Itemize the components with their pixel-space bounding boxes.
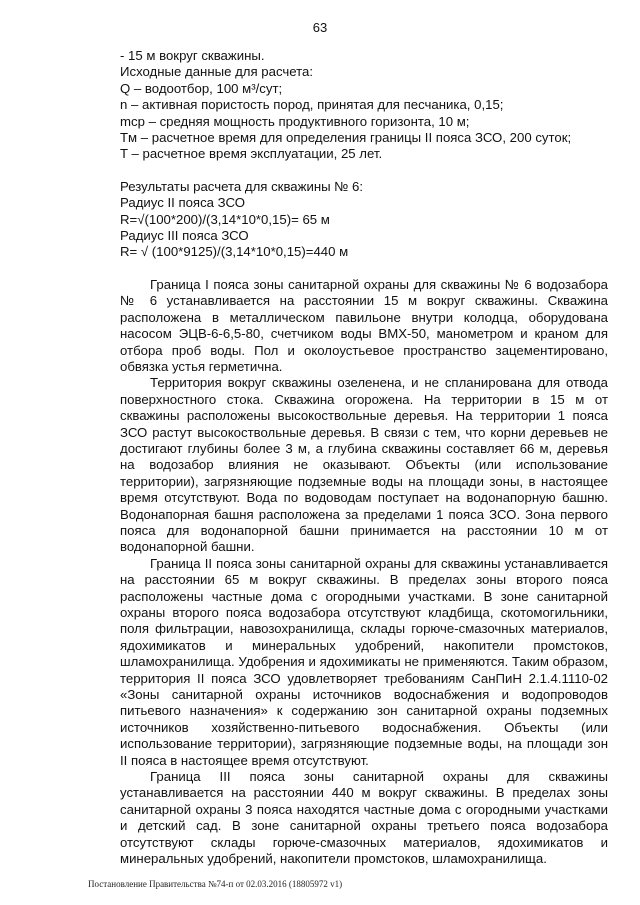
text-line: Радиус III пояса ЗСО <box>120 228 249 244</box>
document-body <box>120 48 608 868</box>
text-line: - 15 м вокруг скважины. <box>120 48 265 63</box>
footer-note: Постановление Правительства №74-п от 02.03.2016 (18805972 v1) <box>88 879 343 889</box>
paragraph: Граница III пояса зоны санитарной охраны для скважины устанавливается на расстоянии 440 м вокруг скважины. В пределах зоны санитарной охраны 3 пояса находятся частные дома с огородными участками и детский сад. В зоне санитарной охраны третьего пояса водозабора отсутствуют склады горюче-смазочных материалов, ядохимикатов и минеральных удобрений, накопители промстоков, шламохранилища. <box>120 769 608 867</box>
text-line: Исходные данные для расчета: <box>120 64 314 80</box>
text-line: Радиус II пояса ЗСО <box>120 195 245 211</box>
paragraph: Граница II пояса зоны санитарной охраны для скважины устанавливается на расстоянии 65 м вокруг скважины. В пределах зоны второго пояса расположены частные дома с огородными участками. В зоне санитарной охраны второго пояса водозабора отсутствуют кладбища, скотомогильники, поля фильтрации, навозохранилища, склады горюче-смазочных материалов, ядохимикатов и минеральных удобрений, накопители промстоков, шламохранилища. Удобрения и ядохимикаты не применяются. Таким образом, территория II пояса ЗСО удовлетворяет требованиям СанПиН 2.1.4.1110-02 «Зоны санитарной охраны источников водоснабжения и водопроводов питьевого назначения» к содержанию зон санитарной охраны подземных источников хозяйственно-питьевого водоснабжения. Объекты (или использование территории), загрязняющие подземные воды, на площади зон II пояса в настоящее время отсутствуют. <box>120 555 608 768</box>
text-line: T – расчетное время эксплуатации, 25 лет. <box>120 146 383 162</box>
paragraph: Территория вокруг скважины озеленена, и не спланирована для отвода поверхностного стока. Скважина огорожена. На территории в 15 м от скважины расположены высокоствольные деревья. На территории 1 пояса ЗСО растут высокоствольные деревья. В связи с тем, что корни деревьев не достигают глубины более 3 м, а глубина скважины составляет 66 м, деревья на водозабор влияния не оказывают. Объекты (или использование территории), загрязняющие подземные воды на площади зоны, в настоящее время отсутствуют. Вода по водоводам поступает на водонапорную башню. Водонапорная башня расположена за пределами 1 пояса ЗСО. Зона первого пояса для водонапорной башни принимается на расстоянии 10 м от водонапорной башни. <box>120 375 608 555</box>
formula-line: R= √ (100*9125)/(3,14*10*0,15)=440 м <box>120 244 349 260</box>
formula-line: R=√(100*200)/(3,14*10*0,15)= 65 м <box>120 211 330 227</box>
results-heading: Результаты расчета для скважины № 6: <box>120 178 364 194</box>
paragraph: Граница I пояса зоны санитарной охраны для скважины № 6 водозабора № 6 устанавливается на расстоянии 15 м вокруг скважины. Скважина расположена в металлическом павильоне внутри колодца, оборудована насосом ЭЦВ-6-6,5-80, счетчиком воды ВМХ-50, манометром и краном для отбора проб воды. Пол и околоустьевое пространство зацементировано, обвязка устья герметична. <box>120 276 608 374</box>
text-line: Tм – расчетное время для определения границы II пояса ЗСО, 200 суток; <box>120 130 572 146</box>
text-line: n – активная пористость пород, принятая для песчаника, 0,15; <box>120 97 504 113</box>
page-number: 63 <box>312 20 328 35</box>
text-line: Q – водоотбор, 100 м³/сут; <box>120 80 283 96</box>
text-line: mcp – средняя мощность продуктивного горизонта, 10 м; <box>120 113 470 129</box>
